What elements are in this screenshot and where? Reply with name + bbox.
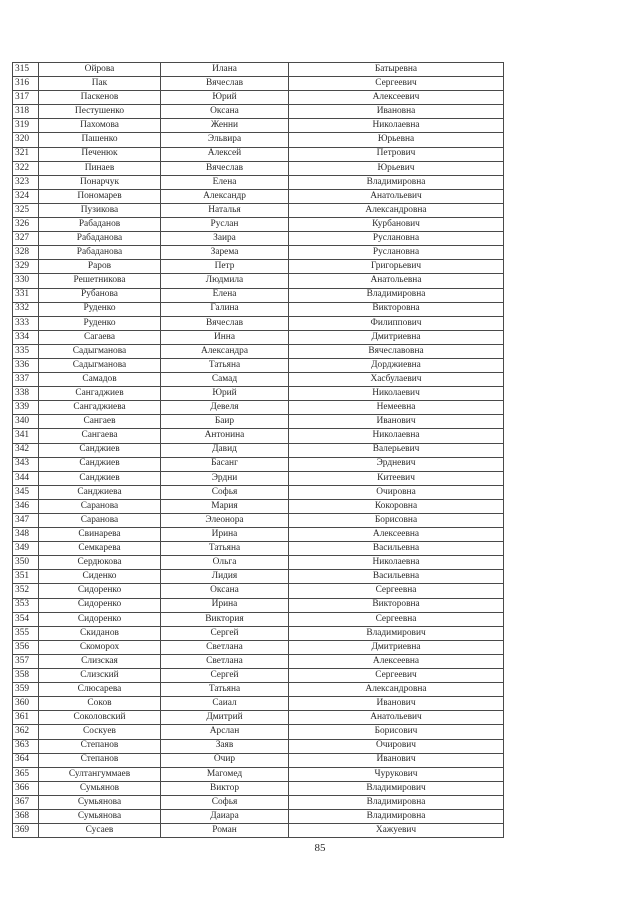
table-row [13, 824, 504, 838]
table-row [13, 739, 504, 753]
table-row [13, 556, 504, 570]
row-number: 353 [13, 598, 39, 612]
table-row [13, 443, 504, 457]
row-number: 352 [13, 584, 39, 598]
first-name-cell: Оксана [161, 584, 289, 598]
table-row [13, 246, 504, 260]
surname-cell: Пахомова [39, 119, 161, 133]
row-number: 350 [13, 556, 39, 570]
first-name-cell: Татьяна [161, 358, 289, 372]
row-number: 368 [13, 809, 39, 823]
first-name-cell: Очир [161, 753, 289, 767]
first-name-cell: Баир [161, 415, 289, 429]
patronymic-cell: Владимировна [289, 175, 504, 189]
table-row [13, 528, 504, 542]
surname-cell: Слюсарева [39, 683, 161, 697]
patronymic-cell: Дмитриевна [289, 330, 504, 344]
first-name-cell: Александра [161, 344, 289, 358]
first-name-cell: Дмитрий [161, 711, 289, 725]
surname-cell: Ойрова [39, 63, 161, 77]
row-number: 345 [13, 485, 39, 499]
table-row [13, 401, 504, 415]
row-number: 359 [13, 683, 39, 697]
row-number: 316 [13, 77, 39, 91]
first-name-cell: Магомед [161, 767, 289, 781]
first-name-cell: Мария [161, 499, 289, 513]
first-name-cell: Заира [161, 232, 289, 246]
surname-cell: Санджиев [39, 443, 161, 457]
patronymic-cell: Китеевич [289, 471, 504, 485]
table-row [13, 542, 504, 556]
first-name-cell: Софья [161, 485, 289, 499]
first-name-cell: Элеонора [161, 514, 289, 528]
patronymic-cell: Юрьевич [289, 161, 504, 175]
patronymic-cell: Владимирович [289, 781, 504, 795]
first-name-cell: Зарема [161, 246, 289, 260]
surname-cell: Садыгманова [39, 344, 161, 358]
patronymic-cell: Николаевна [289, 556, 504, 570]
first-name-cell: Эрдни [161, 471, 289, 485]
first-name-cell: Даиара [161, 809, 289, 823]
row-number: 331 [13, 288, 39, 302]
surname-cell: Раров [39, 260, 161, 274]
page-number: 85 [314, 842, 326, 854]
row-number: 358 [13, 669, 39, 683]
patronymic-cell: Ивановна [289, 105, 504, 119]
surname-cell: Соков [39, 697, 161, 711]
patronymic-cell: Немеевна [289, 401, 504, 415]
patronymic-cell: Григорьевич [289, 260, 504, 274]
row-number: 322 [13, 161, 39, 175]
surname-cell: Рабаданова [39, 232, 161, 246]
patronymic-cell: Очирович [289, 739, 504, 753]
patronymic-cell: Сергеевич [289, 77, 504, 91]
surname-cell: Пак [39, 77, 161, 91]
table-row [13, 795, 504, 809]
surname-cell: Сангаева [39, 429, 161, 443]
row-number: 356 [13, 640, 39, 654]
patronymic-cell: Руслановна [289, 232, 504, 246]
first-name-cell: Вячеслав [161, 316, 289, 330]
first-name-cell: Антонина [161, 429, 289, 443]
first-name-cell: Ирина [161, 528, 289, 542]
patronymic-cell: Викторовна [289, 302, 504, 316]
table-row [13, 654, 504, 668]
first-name-cell: Роман [161, 824, 289, 838]
patronymic-cell: Сергеевна [289, 612, 504, 626]
row-number: 336 [13, 358, 39, 372]
first-name-cell: Вячеслав [161, 161, 289, 175]
surname-cell: Слизский [39, 669, 161, 683]
row-number: 362 [13, 725, 39, 739]
table-row [13, 584, 504, 598]
surname-cell: Слизская [39, 654, 161, 668]
patronymic-cell: Анатольевна [289, 274, 504, 288]
table-row [13, 471, 504, 485]
table-row [13, 105, 504, 119]
table-row [13, 288, 504, 302]
row-number: 330 [13, 274, 39, 288]
surname-cell: Руденко [39, 316, 161, 330]
table-row [13, 781, 504, 795]
surname-cell: Печенюк [39, 147, 161, 161]
patronymic-cell: Владимировна [289, 288, 504, 302]
first-name-cell: Светлана [161, 654, 289, 668]
first-name-cell: Девеля [161, 401, 289, 415]
patronymic-cell: Валерьевич [289, 443, 504, 457]
first-name-cell: Басанг [161, 457, 289, 471]
row-number: 351 [13, 570, 39, 584]
table-row [13, 203, 504, 217]
patronymic-cell: Николаевна [289, 429, 504, 443]
table-row [13, 175, 504, 189]
patronymic-cell: Владимировна [289, 809, 504, 823]
row-number: 321 [13, 147, 39, 161]
roster-table-body [13, 63, 504, 838]
surname-cell: Пашенко [39, 133, 161, 147]
row-number: 333 [13, 316, 39, 330]
table-row [13, 189, 504, 203]
row-number: 367 [13, 795, 39, 809]
first-name-cell: Инна [161, 330, 289, 344]
first-name-cell: Руслан [161, 218, 289, 232]
table-row [13, 809, 504, 823]
table-row [13, 260, 504, 274]
row-number: 325 [13, 203, 39, 217]
patronymic-cell: Кокоровна [289, 499, 504, 513]
row-number: 361 [13, 711, 39, 725]
row-number: 346 [13, 499, 39, 513]
row-number: 334 [13, 330, 39, 344]
surname-cell: Рабаданов [39, 218, 161, 232]
row-number: 338 [13, 387, 39, 401]
surname-cell: Сидоренко [39, 598, 161, 612]
surname-cell: Сидоренко [39, 584, 161, 598]
first-name-cell: Ольга [161, 556, 289, 570]
table-row [13, 570, 504, 584]
surname-cell: Решетникова [39, 274, 161, 288]
surname-cell: Понарчук [39, 175, 161, 189]
surname-cell: Сусаев [39, 824, 161, 838]
table-row [13, 514, 504, 528]
patronymic-cell: Викторовна [289, 598, 504, 612]
row-number: 341 [13, 429, 39, 443]
row-number: 328 [13, 246, 39, 260]
patronymic-cell: Иванович [289, 415, 504, 429]
first-name-cell: Александр [161, 189, 289, 203]
row-number: 347 [13, 514, 39, 528]
surname-cell: Санджиев [39, 471, 161, 485]
patronymic-cell: Иванович [289, 697, 504, 711]
surname-cell: Рубанова [39, 288, 161, 302]
table-row [13, 499, 504, 513]
surname-cell: Сангаджиева [39, 401, 161, 415]
first-name-cell: Саиал [161, 697, 289, 711]
table-row [13, 274, 504, 288]
first-name-cell: Наталья [161, 203, 289, 217]
row-number: 357 [13, 654, 39, 668]
patronymic-cell: Владимирович [289, 626, 504, 640]
patronymic-cell: Николаевич [289, 387, 504, 401]
patronymic-cell: Юрьевна [289, 133, 504, 147]
row-number: 318 [13, 105, 39, 119]
first-name-cell: Светлана [161, 640, 289, 654]
row-number: 342 [13, 443, 39, 457]
surname-cell: Соколовский [39, 711, 161, 725]
patronymic-cell: Вячеславовна [289, 344, 504, 358]
surname-cell: Саранова [39, 499, 161, 513]
patronymic-cell: Васильевна [289, 570, 504, 584]
patronymic-cell: Анатольевич [289, 711, 504, 725]
surname-cell: Степанов [39, 753, 161, 767]
row-number: 348 [13, 528, 39, 542]
patronymic-cell: Чурукович [289, 767, 504, 781]
table-row [13, 415, 504, 429]
surname-cell: Свинарева [39, 528, 161, 542]
first-name-cell: Сергей [161, 669, 289, 683]
first-name-cell: Татьяна [161, 542, 289, 556]
first-name-cell: Юрий [161, 91, 289, 105]
first-name-cell: Илана [161, 63, 289, 77]
patronymic-cell: Петрович [289, 147, 504, 161]
row-number: 365 [13, 767, 39, 781]
row-number: 315 [13, 63, 39, 77]
roster-table [12, 62, 504, 838]
table-row [13, 711, 504, 725]
patronymic-cell: Сергеевич [289, 669, 504, 683]
first-name-cell: Петр [161, 260, 289, 274]
first-name-cell: Алексей [161, 147, 289, 161]
first-name-cell: Юрий [161, 387, 289, 401]
table-row [13, 358, 504, 372]
first-name-cell: Давид [161, 443, 289, 457]
patronymic-cell: Алексеевич [289, 91, 504, 105]
first-name-cell: Заяв [161, 739, 289, 753]
patronymic-cell: Иванович [289, 753, 504, 767]
row-number: 343 [13, 457, 39, 471]
row-number: 337 [13, 373, 39, 387]
patronymic-cell: Борисович [289, 725, 504, 739]
row-number: 349 [13, 542, 39, 556]
patronymic-cell: Алексеевна [289, 654, 504, 668]
surname-cell: Сердюкова [39, 556, 161, 570]
first-name-cell: Софья [161, 795, 289, 809]
surname-cell: Сумьянов [39, 781, 161, 795]
table-row [13, 669, 504, 683]
table-row [13, 683, 504, 697]
surname-cell: Сиденко [39, 570, 161, 584]
table-row [13, 133, 504, 147]
surname-cell: Сангаджиев [39, 387, 161, 401]
first-name-cell: Вячеслав [161, 77, 289, 91]
surname-cell: Сагаева [39, 330, 161, 344]
first-name-cell: Виктор [161, 781, 289, 795]
table-row [13, 767, 504, 781]
surname-cell: Султангуммаев [39, 767, 161, 781]
row-number: 329 [13, 260, 39, 274]
patronymic-cell: Хасбулаевич [289, 373, 504, 387]
table-row [13, 626, 504, 640]
table-row [13, 218, 504, 232]
surname-cell: Санджиева [39, 485, 161, 499]
patronymic-cell: Анатольевич [289, 189, 504, 203]
row-number: 335 [13, 344, 39, 358]
first-name-cell: Эльвира [161, 133, 289, 147]
surname-cell: Сумьянова [39, 809, 161, 823]
row-number: 324 [13, 189, 39, 203]
first-name-cell: Людмила [161, 274, 289, 288]
row-number: 369 [13, 824, 39, 838]
row-number: 344 [13, 471, 39, 485]
table-row [13, 344, 504, 358]
patronymic-cell: Сергеевна [289, 584, 504, 598]
patronymic-cell: Очировна [289, 485, 504, 499]
surname-cell: Садыгманова [39, 358, 161, 372]
table-row [13, 387, 504, 401]
row-number: 332 [13, 302, 39, 316]
surname-cell: Сидоренко [39, 612, 161, 626]
table-row [13, 63, 504, 77]
table-row [13, 302, 504, 316]
surname-cell: Степанов [39, 739, 161, 753]
first-name-cell: Оксана [161, 105, 289, 119]
table-row [13, 485, 504, 499]
surname-cell: Сумьянова [39, 795, 161, 809]
first-name-cell: Ирина [161, 598, 289, 612]
patronymic-cell: Васильевна [289, 542, 504, 556]
table-row [13, 598, 504, 612]
table-row [13, 316, 504, 330]
patronymic-cell: Дорджиевна [289, 358, 504, 372]
surname-cell: Скиданов [39, 626, 161, 640]
row-number: 339 [13, 401, 39, 415]
surname-cell: Самадов [39, 373, 161, 387]
patronymic-cell: Филиппович [289, 316, 504, 330]
patronymic-cell: Николаевна [289, 119, 504, 133]
table-row [13, 77, 504, 91]
patronymic-cell: Борисовна [289, 514, 504, 528]
table-row [13, 161, 504, 175]
row-number: 340 [13, 415, 39, 429]
row-number: 360 [13, 697, 39, 711]
table-row [13, 612, 504, 626]
table-row [13, 725, 504, 739]
surname-cell: Пономарев [39, 189, 161, 203]
table-row [13, 640, 504, 654]
row-number: 354 [13, 612, 39, 626]
patronymic-cell: Александровна [289, 683, 504, 697]
patronymic-cell: Дмитриевна [289, 640, 504, 654]
surname-cell: Руденко [39, 302, 161, 316]
row-number: 355 [13, 626, 39, 640]
surname-cell: Соскуев [39, 725, 161, 739]
patronymic-cell: Алексеевна [289, 528, 504, 542]
surname-cell: Семкарева [39, 542, 161, 556]
first-name-cell: Арслан [161, 725, 289, 739]
table-row [13, 697, 504, 711]
first-name-cell: Сергей [161, 626, 289, 640]
surname-cell: Санджиев [39, 457, 161, 471]
row-number: 319 [13, 119, 39, 133]
table-row [13, 147, 504, 161]
row-number: 363 [13, 739, 39, 753]
patronymic-cell: Батыревна [289, 63, 504, 77]
table-row [13, 373, 504, 387]
first-name-cell: Виктория [161, 612, 289, 626]
table-row [13, 119, 504, 133]
row-number: 327 [13, 232, 39, 246]
surname-cell: Паскенов [39, 91, 161, 105]
table-row [13, 753, 504, 767]
table-row [13, 330, 504, 344]
table-row [13, 232, 504, 246]
patronymic-cell: Курбанович [289, 218, 504, 232]
surname-cell: Пестушенко [39, 105, 161, 119]
table-row [13, 457, 504, 471]
surname-cell: Скоморох [39, 640, 161, 654]
first-name-cell: Женни [161, 119, 289, 133]
table-row [13, 91, 504, 105]
row-number: 320 [13, 133, 39, 147]
first-name-cell: Елена [161, 175, 289, 189]
surname-cell: Рабаданова [39, 246, 161, 260]
patronymic-cell: Александровна [289, 203, 504, 217]
surname-cell: Саранова [39, 514, 161, 528]
row-number: 323 [13, 175, 39, 189]
first-name-cell: Елена [161, 288, 289, 302]
surname-cell: Пузикова [39, 203, 161, 217]
patronymic-cell: Владимировна [289, 795, 504, 809]
patronymic-cell: Эрдневич [289, 457, 504, 471]
patronymic-cell: Хажуевич [289, 824, 504, 838]
table-row [13, 429, 504, 443]
patronymic-cell: Руслановна [289, 246, 504, 260]
row-number: 364 [13, 753, 39, 767]
first-name-cell: Татьяна [161, 683, 289, 697]
first-name-cell: Галина [161, 302, 289, 316]
first-name-cell: Самад [161, 373, 289, 387]
surname-cell: Пинаев [39, 161, 161, 175]
row-number: 317 [13, 91, 39, 105]
row-number: 366 [13, 781, 39, 795]
row-number: 326 [13, 218, 39, 232]
first-name-cell: Лидия [161, 570, 289, 584]
surname-cell: Сангаев [39, 415, 161, 429]
